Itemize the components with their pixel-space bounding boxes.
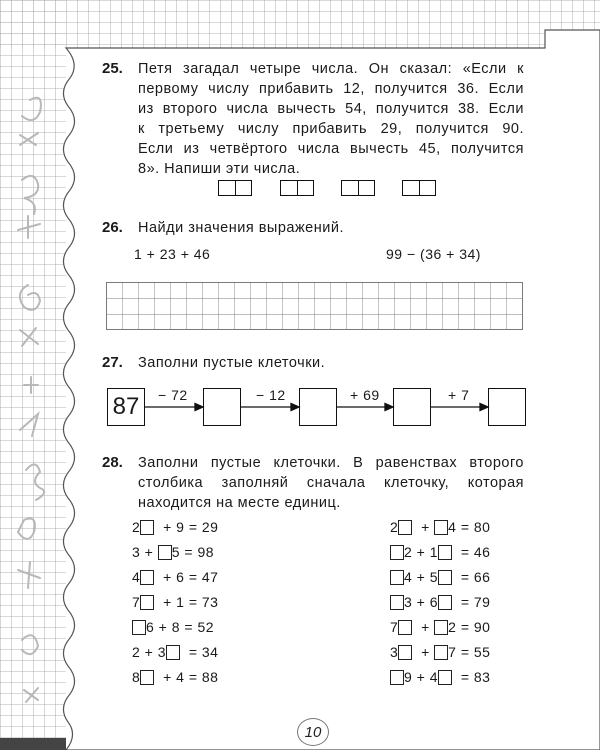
- left-equation-6: 2 + 3 = 34: [132, 644, 219, 660]
- fill-cell[interactable]: [438, 595, 452, 610]
- right-equation-1: 2 + 4 = 80: [390, 519, 491, 535]
- task-28-line-3: находится на месте единиц.: [138, 495, 341, 511]
- expression-2: 99 − (36 + 34): [386, 246, 481, 262]
- chain-start-box: 87: [107, 388, 145, 426]
- right-equation-6: 3 + 7 = 55: [390, 644, 491, 660]
- task-25-number: 25.: [102, 60, 123, 77]
- op-label-4: + 7: [448, 387, 470, 403]
- fill-cell[interactable]: [140, 670, 154, 685]
- fill-cell[interactable]: [390, 545, 404, 560]
- fill-cell[interactable]: [434, 620, 448, 635]
- task-26-text: Найди значения выражений.: [138, 220, 344, 236]
- task-27-number: 27.: [102, 354, 123, 371]
- arrowhead-4: [480, 404, 488, 411]
- fill-cell[interactable]: [132, 620, 146, 635]
- fill-cell[interactable]: [140, 570, 154, 585]
- task-28-text: [138, 453, 524, 513]
- task-27-text: Заполни пустые клеточки.: [138, 355, 326, 371]
- arrowhead-1: [195, 404, 203, 411]
- fill-cell[interactable]: [398, 620, 412, 635]
- op-label-3: + 69: [350, 387, 380, 403]
- task-25-line-2: первому числу прибавить 12, получится 36. Если: [138, 81, 524, 97]
- right-equation-2: 2 + 1 = 46: [390, 543, 490, 561]
- fill-cell[interactable]: [438, 670, 452, 685]
- fill-cell[interactable]: [390, 570, 404, 585]
- left-equation-2: 3 + 5 = 98: [132, 544, 215, 560]
- right-equation-7: 9 + 4 = 83: [390, 668, 490, 686]
- fill-cell[interactable]: [390, 670, 404, 685]
- right-equation-3: 4 + 5 = 66: [390, 568, 490, 586]
- arrowhead-3: [385, 404, 393, 411]
- fill-cell[interactable]: [398, 520, 412, 535]
- fill-cell[interactable]: [390, 595, 404, 610]
- task-25-line-4: к третьему числу прибавить 29, получится 90.: [138, 121, 524, 137]
- expression-1: 1 + 23 + 46: [134, 246, 211, 262]
- task-26-number: 26.: [102, 219, 123, 236]
- left-equation-4: 7 + 1 = 73: [132, 594, 219, 610]
- fill-cell[interactable]: [140, 595, 154, 610]
- fill-cell[interactable]: [434, 520, 448, 535]
- right-equation-5: 7 + 2 = 90: [390, 619, 491, 635]
- fill-cell[interactable]: [140, 520, 154, 535]
- fill-cell[interactable]: [166, 645, 180, 660]
- fill-cell[interactable]: [158, 545, 172, 560]
- right-equation-4: 3 + 6 = 79: [390, 593, 490, 611]
- task-25-line-1: Петя загадал четыре числа. Он сказал: «Если к: [138, 61, 524, 77]
- fill-cell[interactable]: [438, 545, 452, 560]
- task-25-line-5: Если из четвёртого числа вычесть 45, получится: [138, 141, 524, 157]
- task-25-line-3: из второго числа вычесть 54, получится 38. Если: [138, 101, 524, 117]
- fill-cell[interactable]: [438, 570, 452, 585]
- left-equation-3: 4 + 6 = 47: [132, 569, 219, 585]
- task-28-number: 28.: [102, 454, 123, 471]
- fill-cell[interactable]: [398, 645, 412, 660]
- left-equation-5: 6 + 8 = 52: [132, 618, 214, 636]
- page-number: 10: [297, 718, 329, 746]
- left-equation-1: 2 + 9 = 29: [132, 519, 219, 535]
- task-28-line-1: Заполни пустые клеточки. В равенствах второго: [138, 455, 524, 471]
- op-label-2: − 12: [256, 387, 286, 403]
- fill-cell[interactable]: [434, 645, 448, 660]
- task-28-line-2: столбика заполняй сначала клеточку, которая: [138, 475, 524, 491]
- arrowhead-2: [291, 404, 299, 411]
- op-label-1: − 72: [158, 387, 188, 403]
- task-25-line-6: 8». Напиши эти числа.: [138, 161, 301, 177]
- left-equation-7: 8 + 4 = 88: [132, 669, 219, 685]
